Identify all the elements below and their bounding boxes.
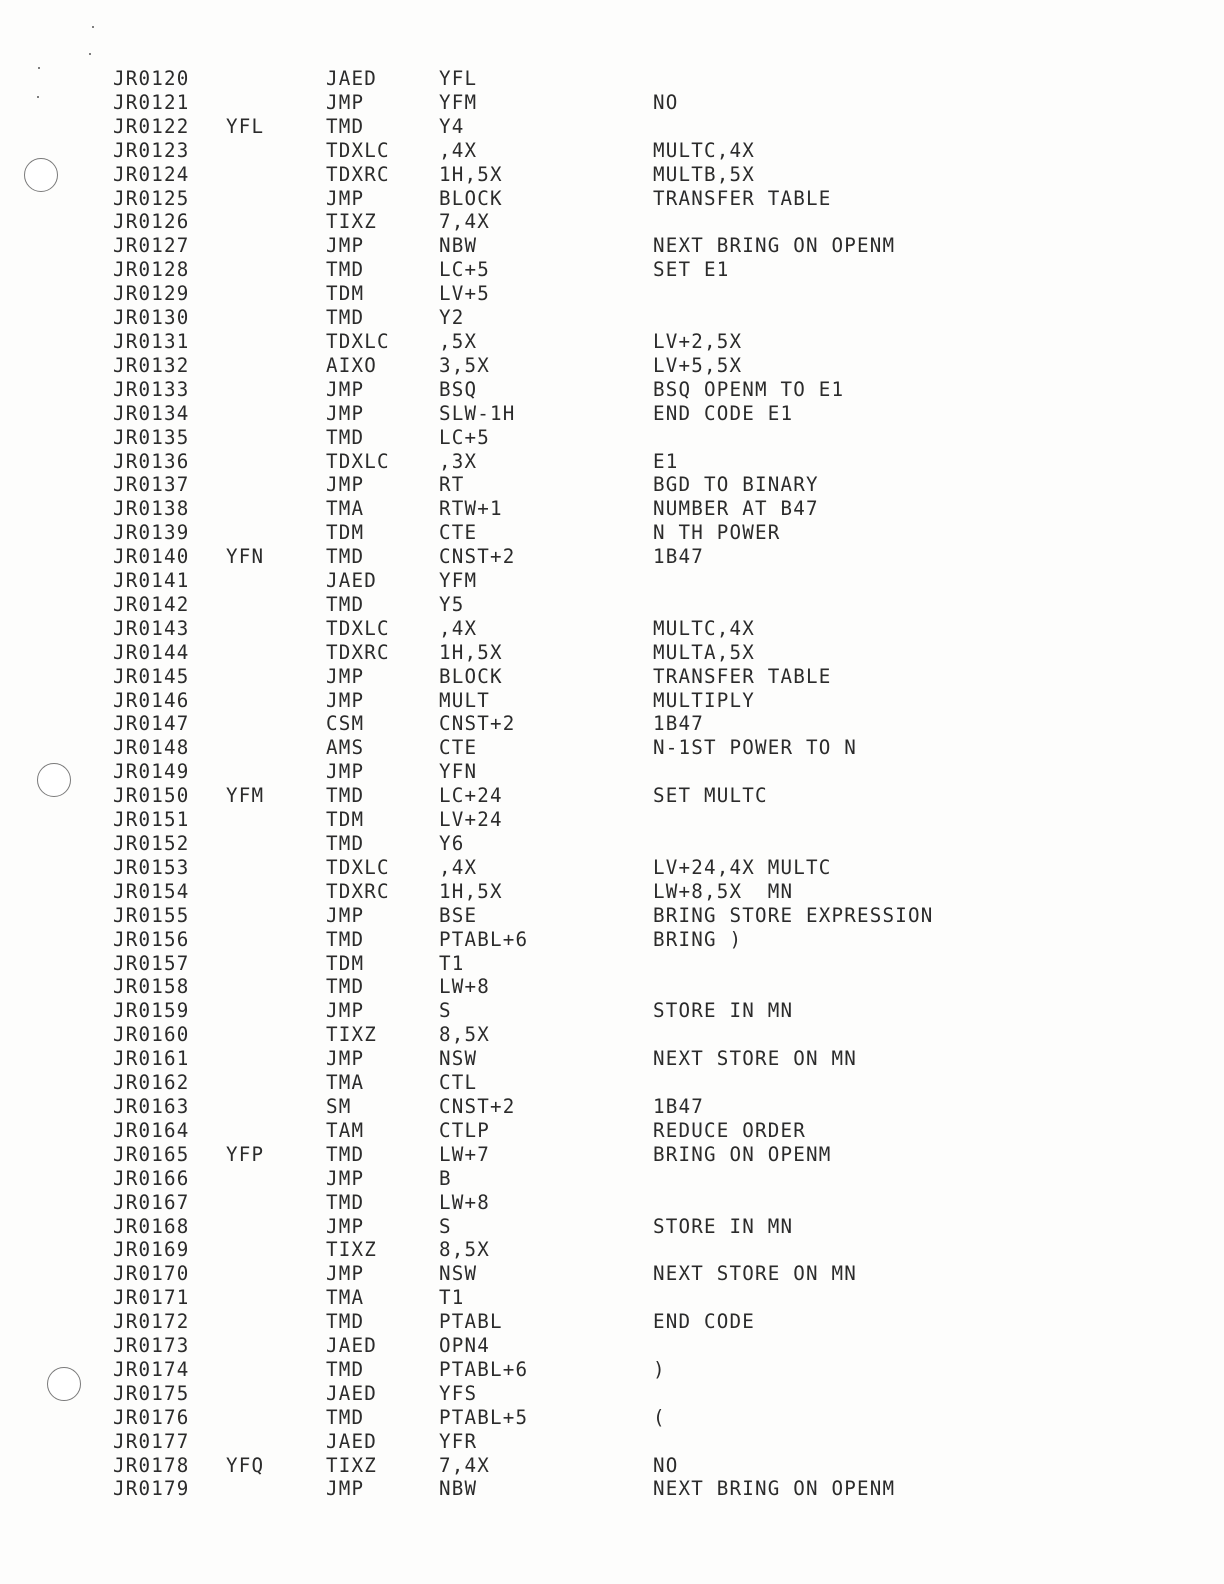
sequence-number: JR0145 <box>113 664 190 688</box>
sequence-number: JR0140 <box>113 545 190 569</box>
statement-label: YFL <box>226 114 265 138</box>
operand: OPN4 <box>439 1334 491 1358</box>
opcode: JAED <box>326 1381 378 1405</box>
comment: STORE IN MN <box>653 1214 794 1238</box>
sequence-number: JR0174 <box>113 1357 190 1381</box>
sequence-number: JR0179 <box>113 1477 190 1501</box>
opcode: TMD <box>326 306 365 330</box>
operand: BSQ <box>439 377 478 401</box>
scan-speck <box>89 53 91 55</box>
sequence-number: JR0122 <box>113 114 190 138</box>
sequence-number: JR0146 <box>113 688 190 712</box>
comment: REDUCE ORDER <box>653 1118 807 1142</box>
sequence-number: JR0148 <box>113 736 190 760</box>
operand: MULT <box>439 688 491 712</box>
operand: YFL <box>439 67 478 90</box>
sequence-number: JR0149 <box>113 760 190 784</box>
operand: LW+8 <box>439 975 491 999</box>
punch-hole-top <box>24 158 58 192</box>
punch-hole-bottom <box>47 1367 81 1401</box>
sequence-number: JR0133 <box>113 377 190 401</box>
sequence-number: JR0121 <box>113 90 190 114</box>
operand: LC+24 <box>439 784 503 808</box>
opcode: JMP <box>326 999 365 1023</box>
opcode: JMP <box>326 90 365 114</box>
comment: BRING ) <box>653 927 743 951</box>
sequence-number: JR0126 <box>113 210 190 234</box>
sequence-number: JR0177 <box>113 1429 190 1453</box>
sequence-number: JR0129 <box>113 282 190 306</box>
sequence-number: JR0153 <box>113 855 190 879</box>
operand: 1H,5X <box>439 640 503 664</box>
sequence-number: JR0138 <box>113 497 190 521</box>
comment: TRANSFER TABLE <box>653 664 832 688</box>
sequence-number: JR0144 <box>113 640 190 664</box>
opcode: TDXRC <box>326 879 390 903</box>
sequence-number: JR0157 <box>113 951 190 975</box>
operand: CTLP <box>439 1118 491 1142</box>
comment: NEXT STORE ON MN <box>653 1262 858 1286</box>
opcode: TDXLC <box>326 138 390 162</box>
sequence-number: JR0158 <box>113 975 190 999</box>
operand: ,4X <box>439 855 478 879</box>
opcode: JAED <box>326 1334 378 1358</box>
operand: NBW <box>439 234 478 258</box>
operand: S <box>439 999 452 1023</box>
comment: 1B47 <box>653 712 705 736</box>
comment: ( <box>653 1405 666 1429</box>
sequence-number: JR0171 <box>113 1286 190 1310</box>
opcode: TMA <box>326 1071 365 1095</box>
opcode: TIXZ <box>326 1023 378 1047</box>
sequence-number: JR0168 <box>113 1214 190 1238</box>
comment: 1B47 <box>653 1094 705 1118</box>
operand: CTL <box>439 1071 478 1095</box>
operand: S <box>439 1214 452 1238</box>
opcode: AIXO <box>326 353 378 377</box>
sequence-number: JR0172 <box>113 1310 190 1334</box>
sequence-number: JR0128 <box>113 258 190 282</box>
operand: 8,5X <box>439 1238 491 1262</box>
opcode: JMP <box>326 664 365 688</box>
sequence-number: JR0137 <box>113 473 190 497</box>
sequence-number: JR0136 <box>113 449 190 473</box>
comment: NUMBER AT B47 <box>653 497 819 521</box>
sequence-number: JR0162 <box>113 1071 190 1095</box>
operand: BSE <box>439 903 478 927</box>
opcode: TDM <box>326 951 365 975</box>
operand: BLOCK <box>439 664 503 688</box>
sequence-number: JR0123 <box>113 138 190 162</box>
sequence-number: JR0139 <box>113 521 190 545</box>
sequence-number: JR0127 <box>113 234 190 258</box>
comment: MULTB,5X <box>653 162 756 186</box>
opcode: TMD <box>326 927 365 951</box>
scan-speck <box>37 96 39 98</box>
opcode: TDXLC <box>326 855 390 879</box>
opcode: TIXZ <box>326 210 378 234</box>
operand: RT <box>439 473 465 497</box>
opcode: JMP <box>326 186 365 210</box>
sequence-number: JR0175 <box>113 1381 190 1405</box>
sequence-number: JR0142 <box>113 592 190 616</box>
sequence-number: JR0131 <box>113 329 190 353</box>
opcode: TMD <box>326 1310 365 1334</box>
operand: CTE <box>439 521 478 545</box>
punch-hole-middle <box>37 763 71 797</box>
opcode: JMP <box>326 1214 365 1238</box>
operand: PTABL+6 <box>439 927 529 951</box>
sequence-number: JR0156 <box>113 927 190 951</box>
statement-label: YFM <box>226 784 265 808</box>
opcode: TDM <box>326 521 365 545</box>
comment: LW+8,5X MN <box>653 879 794 903</box>
comment: SET E1 <box>653 258 730 282</box>
comment: END CODE <box>653 1310 756 1334</box>
operand: LC+5 <box>439 258 491 282</box>
opcode: TDM <box>326 282 365 306</box>
opcode: JMP <box>326 1477 365 1501</box>
opcode: TMD <box>326 592 365 616</box>
sequence-number: JR0135 <box>113 425 190 449</box>
sequence-number: JR0151 <box>113 808 190 832</box>
operand: YFM <box>439 569 478 593</box>
comment: NEXT BRING ON OPENM <box>653 1477 896 1501</box>
opcode: TMA <box>326 1286 365 1310</box>
comment: E1 <box>653 449 679 473</box>
sequence-number: JR0159 <box>113 999 190 1023</box>
comment: NEXT STORE ON MN <box>653 1047 858 1071</box>
operand: ,3X <box>439 449 478 473</box>
sequence-number: JR0176 <box>113 1405 190 1429</box>
opcode: CSM <box>326 712 365 736</box>
operand: 7,4X <box>439 1453 491 1477</box>
comment: 1B47 <box>653 545 705 569</box>
sequence-number: JR0167 <box>113 1190 190 1214</box>
comment: NEXT BRING ON OPENM <box>653 234 896 258</box>
opcode: TMD <box>326 832 365 855</box>
sequence-number: JR0160 <box>113 1023 190 1047</box>
operand: Y5 <box>439 592 465 616</box>
sequence-number: JR0132 <box>113 353 190 377</box>
comment: BRING STORE EXPRESSION <box>653 903 934 927</box>
comment: MULTC,4X <box>653 616 756 640</box>
operand: 8,5X <box>439 1023 491 1047</box>
statement-label: YFQ <box>226 1453 265 1477</box>
operand: PTABL+6 <box>439 1357 529 1381</box>
opcode: TDXLC <box>326 329 390 353</box>
opcode: TMD <box>326 1357 365 1381</box>
comment: LV+2,5X <box>653 329 743 353</box>
operand: CNST+2 <box>439 712 516 736</box>
sequence-number: JR0150 <box>113 784 190 808</box>
operand: CTE <box>439 736 478 760</box>
operand: YFS <box>439 1381 478 1405</box>
opcode: TMD <box>326 258 365 282</box>
sequence-number: JR0169 <box>113 1238 190 1262</box>
operand: Y2 <box>439 306 465 330</box>
opcode: JMP <box>326 473 365 497</box>
opcode: JMP <box>326 903 365 927</box>
operand: Y6 <box>439 832 465 855</box>
opcode: TMD <box>326 114 365 138</box>
comment: N-1ST POWER TO N <box>653 736 858 760</box>
operand: PTABL+5 <box>439 1405 529 1429</box>
comment: MULTIPLY <box>653 688 756 712</box>
sequence-number: JR0154 <box>113 879 190 903</box>
operand: YFN <box>439 760 478 784</box>
comment: SET MULTC <box>653 784 768 808</box>
operand: YFR <box>439 1429 478 1453</box>
opcode: TIXZ <box>326 1453 378 1477</box>
opcode: TIXZ <box>326 1238 378 1262</box>
sequence-number: JR0141 <box>113 569 190 593</box>
operand: ,5X <box>439 329 478 353</box>
operand: Y4 <box>439 114 465 138</box>
opcode: TMA <box>326 497 365 521</box>
operand: ,4X <box>439 616 478 640</box>
opcode: TMD <box>326 425 365 449</box>
sequence-number: JR0165 <box>113 1142 190 1166</box>
sequence-number: JR0152 <box>113 832 190 855</box>
opcode: TMD <box>326 1190 365 1214</box>
comment: BSQ OPENM TO E1 <box>653 377 845 401</box>
opcode: JMP <box>326 401 365 425</box>
operand: 3,5X <box>439 353 491 377</box>
opcode: JAED <box>326 67 378 90</box>
comment: LV+5,5X <box>653 353 743 377</box>
opcode: SM <box>326 1094 352 1118</box>
opcode: TDXLC <box>326 616 390 640</box>
sequence-number: JR0147 <box>113 712 190 736</box>
comment: MULTA,5X <box>653 640 756 664</box>
opcode: JMP <box>326 1262 365 1286</box>
sequence-number: JR0178 <box>113 1453 190 1477</box>
comment: BRING ON OPENM <box>653 1142 832 1166</box>
comment: NO <box>653 1453 679 1477</box>
scan-speck <box>38 67 40 69</box>
comment: END CODE E1 <box>653 401 794 425</box>
operand: LW+7 <box>439 1142 491 1166</box>
operand: LC+5 <box>439 425 491 449</box>
operand: NSW <box>439 1262 478 1286</box>
sequence-number: JR0130 <box>113 306 190 330</box>
operand: RTW+1 <box>439 497 503 521</box>
operand: 1H,5X <box>439 162 503 186</box>
opcode: TMD <box>326 784 365 808</box>
operand: LW+8 <box>439 1190 491 1214</box>
opcode: AMS <box>326 736 365 760</box>
operand: 7,4X <box>439 210 491 234</box>
comment: ) <box>653 1357 666 1381</box>
sequence-number: JR0124 <box>113 162 190 186</box>
operand: SLW-1H <box>439 401 516 425</box>
operand: NSW <box>439 1047 478 1071</box>
opcode: TMD <box>326 975 365 999</box>
opcode: TDM <box>326 808 365 832</box>
opcode: TDXLC <box>326 449 390 473</box>
opcode: JMP <box>326 760 365 784</box>
operand: BLOCK <box>439 186 503 210</box>
operand: 1H,5X <box>439 879 503 903</box>
opcode: JAED <box>326 569 378 593</box>
sequence-number: JR0164 <box>113 1118 190 1142</box>
opcode: TDXRC <box>326 162 390 186</box>
opcode: JAED <box>326 1429 378 1453</box>
sequence-number: JR0155 <box>113 903 190 927</box>
opcode: TMD <box>326 545 365 569</box>
sequence-number: JR0143 <box>113 616 190 640</box>
opcode: JMP <box>326 234 365 258</box>
sequence-number: JR0166 <box>113 1166 190 1190</box>
operand: B <box>439 1166 452 1190</box>
operand: T1 <box>439 951 465 975</box>
operand: NBW <box>439 1477 478 1501</box>
sequence-number: JR0134 <box>113 401 190 425</box>
opcode: TDXRC <box>326 640 390 664</box>
comment: STORE IN MN <box>653 999 794 1023</box>
operand: T1 <box>439 1286 465 1310</box>
comment: NO <box>653 90 679 114</box>
comment: TRANSFER TABLE <box>653 186 832 210</box>
sequence-number: JR0170 <box>113 1262 190 1286</box>
comment: MULTC,4X <box>653 138 756 162</box>
sequence-number: JR0161 <box>113 1047 190 1071</box>
comment: BGD TO BINARY <box>653 473 819 497</box>
operand: LV+5 <box>439 282 491 306</box>
operand: CNST+2 <box>439 545 516 569</box>
sequence-number: JR0173 <box>113 1334 190 1358</box>
operand: YFM <box>439 90 478 114</box>
operand: LV+24 <box>439 808 503 832</box>
opcode: TAM <box>326 1118 365 1142</box>
comment: N TH POWER <box>653 521 781 545</box>
opcode: JMP <box>326 377 365 401</box>
statement-label: YFN <box>226 545 265 569</box>
opcode: JMP <box>326 1047 365 1071</box>
opcode: TMD <box>326 1142 365 1166</box>
sequence-number: JR0163 <box>113 1094 190 1118</box>
sequence-number: JR0120 <box>113 67 190 90</box>
operand: CNST+2 <box>439 1094 516 1118</box>
opcode: TMD <box>326 1405 365 1429</box>
sequence-number: JR0125 <box>113 186 190 210</box>
opcode: JMP <box>326 688 365 712</box>
comment: LV+24,4X MULTC <box>653 855 832 879</box>
operand: ,4X <box>439 138 478 162</box>
scan-speck <box>92 26 94 28</box>
statement-label: YFP <box>226 1142 265 1166</box>
opcode: JMP <box>326 1166 365 1190</box>
operand: PTABL <box>439 1310 503 1334</box>
